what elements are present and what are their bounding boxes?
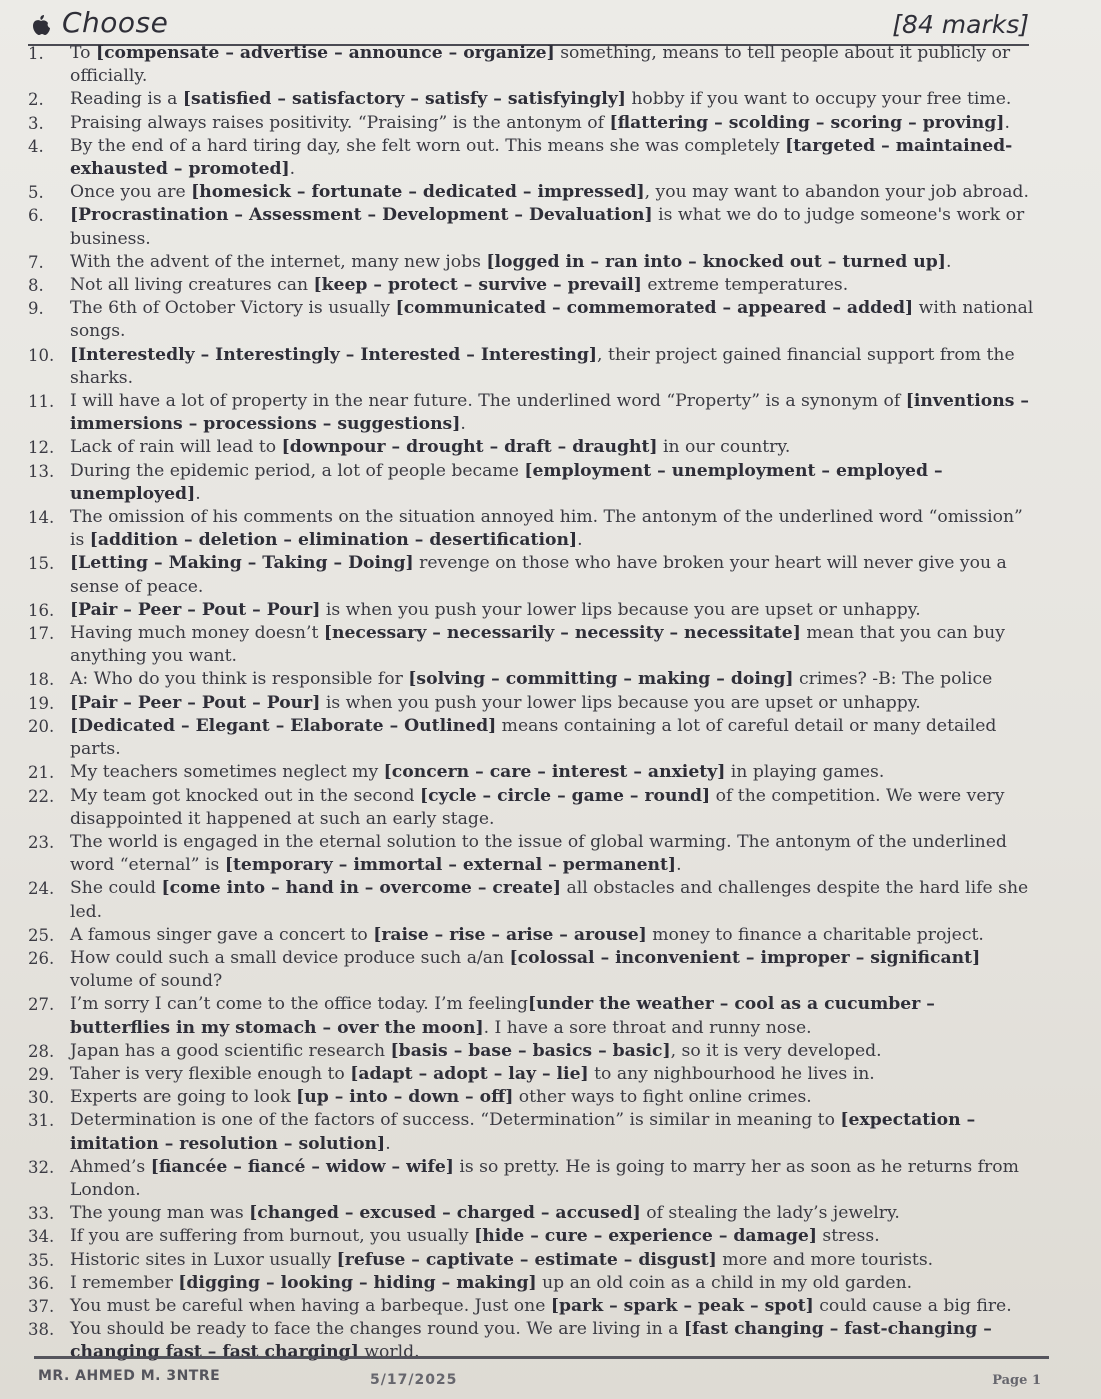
question-tail: money to finance a charitable project. [646,924,984,945]
question-number: 10. [28,345,55,365]
question-number: 18. [28,670,55,690]
question-stem: She could [70,878,162,899]
answer-choices: [temporary – immortal – external – permanent] [224,855,677,876]
question-tail: of the competition. We were very disappointed it happened at such an early stage. [70,785,1005,829]
question-item [28,924,1040,947]
question-item [28,204,1040,250]
question-tail: . [676,855,682,876]
question-item [28,785,1040,831]
teacher-name: MR. AHMED M. 3NTRE [38,1368,221,1384]
question-stem: The 6th of October Victory is usually [70,298,396,319]
question-number: 34. [28,1227,55,1247]
question-item [28,761,1040,784]
question-item [28,599,1040,622]
question-number: 1. [28,44,44,63]
answer-choices: [fiancée – fiancé – widow – wife] [150,1156,454,1177]
question-number: 13. [28,461,55,481]
question-stem: Experts are going to look [70,1087,297,1108]
question-stem: Once you are [70,182,192,203]
question-tail: extreme temperatures. [641,275,849,296]
question-tail: other ways to fight online crimes. [513,1087,812,1108]
question-number: 23. [28,832,55,852]
answer-choices: [fast changing – fast-changing – changing fast – fast charging] [70,1319,992,1363]
question-number: 30. [28,1088,55,1108]
question-tail: is so pretty. He is going to marry her as soon as he returns from London. [70,1156,1019,1200]
answer-choices: [raise – rise – arise – arouse] [373,924,647,945]
question-stem: I remember [70,1272,179,1293]
question-tail: revenge on those who have broken your heart will never give you a sense of peace. [70,553,1007,597]
answer-choices: [Procrastination – Assessment – Development – Devaluation] [70,205,653,226]
question-item [28,692,1040,715]
question-tail: . [577,530,583,551]
question-number: 36. [28,1273,55,1293]
question-item [28,1156,1040,1202]
question-tail: . [1004,112,1010,133]
question-stem: Ahmed’s [70,1156,151,1177]
question-item [28,1249,1040,1272]
question-tail: stress. [816,1226,880,1247]
answer-choices: [colossal – inconvenient – improper – significant] [509,947,981,968]
question-tail: . [195,483,201,504]
question-tail: , so it is very developed. [670,1040,882,1061]
answer-choices: [communicated – commemorated – appeared – added] [395,298,914,319]
answer-choices: [hide – cure – experience – damage] [474,1226,817,1247]
question-tail: in playing games. [725,762,885,783]
question-number: 25. [28,925,55,945]
question-item [28,135,1040,181]
question-stem: I will have a lot of property in the near future. The underlined word “Property” is a synonym of [70,391,906,412]
question-number: 17. [28,624,55,644]
question-tail: . [945,251,952,272]
answer-choices: [refuse – captivate – estimate – disgust] [336,1249,717,1270]
question-tail: something, means to tell people about it publicly or officially. [70,43,1011,87]
question-item [28,506,1040,552]
answer-choices: [adapt – adopt – lay – lie] [350,1063,589,1084]
answer-choices: [up – into – down – off] [296,1087,514,1108]
answer-choices: [logged in – ran into – knocked out – turned up] [486,251,946,272]
question-stem: To [70,43,96,63]
question-number: 19. [28,693,55,713]
question-tail: means containing a lot of careful detail or many detailed parts. [70,715,997,760]
question-number: 28. [28,1041,55,1061]
question-number: 3. [28,113,44,133]
question-item [28,1272,1040,1295]
answer-choices: [targeted – maintained-exhausted – promoted] [70,135,1013,180]
question-item [28,1109,1040,1155]
question-number: 35. [28,1250,55,1270]
question-item [28,460,1040,506]
question-number: 20. [28,716,55,736]
question-item [28,297,1040,343]
answer-choices: [come into – hand in – overcome – create] [161,878,562,899]
worksheet-header [28,6,1029,46]
question-item [28,877,1040,923]
answer-choices: [Interestedly – Interestingly – Interested – Interesting] [70,344,598,365]
question-stem: During the epidemic period, a lot of people became [70,460,525,481]
question-number: 31. [28,1111,55,1131]
question-stem: With the advent of the internet, many new jobs [70,251,487,272]
question-item [28,274,1040,297]
footer-divider [34,1356,1049,1359]
question-item [28,1040,1040,1063]
total-marks: [84 marks] [892,10,1029,39]
question-tail: in our country. [657,437,791,458]
question-stem: Japan has a good scientific research [70,1040,391,1061]
answer-choices: [Dedicated – Elegant – Elaborate – Outlined] [70,715,497,736]
question-stem: By the end of a hard tiring day, she felt worn out. This means she was completely [70,135,786,156]
question-number: 21. [28,763,55,783]
question-item [28,1202,1040,1225]
answer-choices: [digging – looking – hiding – making] [178,1272,537,1293]
question-tail: . [460,414,466,435]
question-item [28,1086,1040,1109]
question-stem: You must be careful when having a barbeque. Just one [70,1295,551,1316]
question-tail: , you may want to abandon your job abroad. [644,182,1029,203]
question-number: 32. [28,1157,55,1177]
answer-choices: [solving – committing – making – doing] [408,669,794,690]
question-stem: Reading is a [70,89,183,110]
question-stem: Determination is one of the factors of success. “Determination” is similar in meaning to [70,1110,841,1131]
question-item [28,181,1040,204]
question-stem: A famous singer gave a concert to [70,924,374,945]
question-number: 22. [28,786,55,806]
question-stem: The world is engaged in the eternal solution to the issue of global warming. The antonym of the underlined word “eternal” is [70,831,1007,876]
question-number: 27. [28,995,55,1015]
question-item [28,715,1040,761]
answer-choices: [employment – unemployment – employed – unemployed] [70,460,943,504]
answer-choices: [inventions – immersions – processions – suggestions] [70,391,1029,435]
question-stem: A: Who do you think is responsible for [70,669,409,690]
question-number: 37. [28,1296,55,1316]
question-tail: is what we do to judge someone's work or business. [70,205,1025,249]
question-tail: , their project gained financial support from the sharks. [70,344,1015,388]
question-number: 38. [28,1320,55,1340]
answer-choices: [Pair – Peer – Pout – Pour] [70,599,321,620]
question-number: 6. [28,206,44,226]
question-stem: If you are suffering from burnout, you usually [70,1226,475,1247]
answer-choices: [addition – deletion – elimination – desertification] [89,530,578,551]
answer-choices: [Pair – Peer – Pout – Pour] [70,692,321,713]
question-item [28,1225,1040,1248]
question-stem: My teachers sometimes neglect my [70,762,384,783]
question-tail: of stealing the lady’s jewelry. [640,1203,900,1224]
question-number: 5. [28,183,44,203]
question-stem: My team got knocked out in the second [70,785,421,806]
question-tail: . [289,159,296,180]
answer-choices: [expectation – imitation – resolution – solution] [70,1110,976,1154]
answer-choices: [flattering – scolding – scoring – proving] [609,112,1005,133]
section-title: Choose [62,6,169,39]
question-stem: Historic sites in Luxor usually [70,1249,337,1270]
question-tail: world. [358,1342,420,1363]
question-number: 7. [28,252,44,272]
question-number: 14. [28,508,55,528]
question-tail: . [385,1133,391,1154]
answer-choices: [concern – care – interest – anxiety] [383,762,726,783]
answer-choices: [under the weather – cool as a cucumber – butterflies in my stomach – over the moon] [70,994,935,1038]
question-stem: You should be ready to face the changes round you. We are living in a [70,1319,684,1340]
question-tail: is when you push your lower lips because you are upset or unhappy. [320,599,921,620]
question-number: 8. [28,276,44,296]
answer-choices: [compensate – advertise – announce – organize] [95,43,555,63]
question-item [28,112,1040,135]
question-tail: mean that you can buy anything you want. [70,623,1005,667]
question-item [28,1063,1040,1086]
question-stem: Taher is very flexible enough to [70,1063,351,1084]
question-number: 26. [28,948,55,968]
question-item [28,390,1040,436]
question-item [28,42,1040,88]
question-tail: crimes? -B: The police [793,669,993,690]
question-tail: could cause a big fire. [813,1295,1012,1316]
answer-choices: [changed – excused – charged – accused] [249,1203,641,1224]
question-number: 2. [28,90,44,110]
question-item [28,622,1040,668]
question-stem: Not all living creatures can [70,275,314,296]
question-item [28,993,1040,1039]
question-number: 16. [28,600,55,620]
question-tail: to any nighbourhood he lives in. [588,1063,875,1084]
question-item [28,1295,1040,1318]
question-tail: is when you push your lower lips because you are upset or unhappy. [320,692,921,713]
answer-choices: [cycle – circle – game – round] [420,785,711,806]
question-item [28,251,1040,274]
answer-choices: [homesick – fortunate – dedicated – impressed] [191,182,645,203]
question-number: 9. [28,299,44,319]
worksheet-date: 5/17/2025 [370,1372,458,1388]
question-stem: Having much money doesn’t [70,623,324,644]
answer-choices: [satisfied – satisfactory – satisfy – satisfyingly] [182,89,626,110]
apple-icon [30,14,52,36]
question-tail: volume of sound? [70,971,223,992]
question-item [28,436,1040,459]
answer-choices: [downpour – drought – draft – draught] [281,437,658,458]
question-number: 11. [28,392,55,412]
question-number: 29. [28,1064,55,1084]
question-number: 33. [28,1204,55,1224]
answer-choices: [keep – protect – survive – prevail] [313,275,642,296]
question-number: 12. [28,438,55,458]
answer-choices: [park – spark – peak – spot] [550,1295,814,1316]
question-list [28,42,1040,1365]
question-item [28,552,1040,598]
question-stem: Praising always raises positivity. “Praising” is the antonym of [70,112,610,133]
question-stem: I’m sorry I can’t come to the office today. I’m feeling [70,994,529,1015]
question-tail: all obstacles and challenges despite the hard life she led. [70,878,1029,922]
answer-choices: [basis – base – basics – basic] [390,1040,671,1061]
question-number: 4. [28,136,44,156]
answer-choices: [necessary – necessarily – necessity – necessitate] [323,623,801,644]
page-number: Page 1 [992,1373,1041,1388]
question-stem: How could such a small device produce such a/an [70,947,510,968]
question-tail: with national songs. [70,298,1034,342]
answer-choices: [Letting – Making – Taking – Doing] [70,553,414,574]
question-item [28,947,1040,993]
question-tail: . I have a sore throat and runny nose. [483,1017,812,1038]
question-tail: up an old coin as a child in my old garden. [536,1272,913,1293]
question-stem: The omission of his comments on the situation annoyed him. The antonym of the underlined word “omission” is [70,507,1023,551]
question-tail: hobby if you want to occupy your free time. [625,89,1012,110]
question-number: 24. [28,879,55,899]
question-number: 15. [28,554,55,574]
question-item [28,831,1040,877]
question-item [28,668,1040,691]
question-item [28,344,1040,390]
question-stem: The young man was [70,1203,250,1224]
question-stem: Lack of rain will lead to [70,437,282,458]
question-tail: more and more tourists. [716,1249,934,1270]
question-item [28,88,1040,111]
